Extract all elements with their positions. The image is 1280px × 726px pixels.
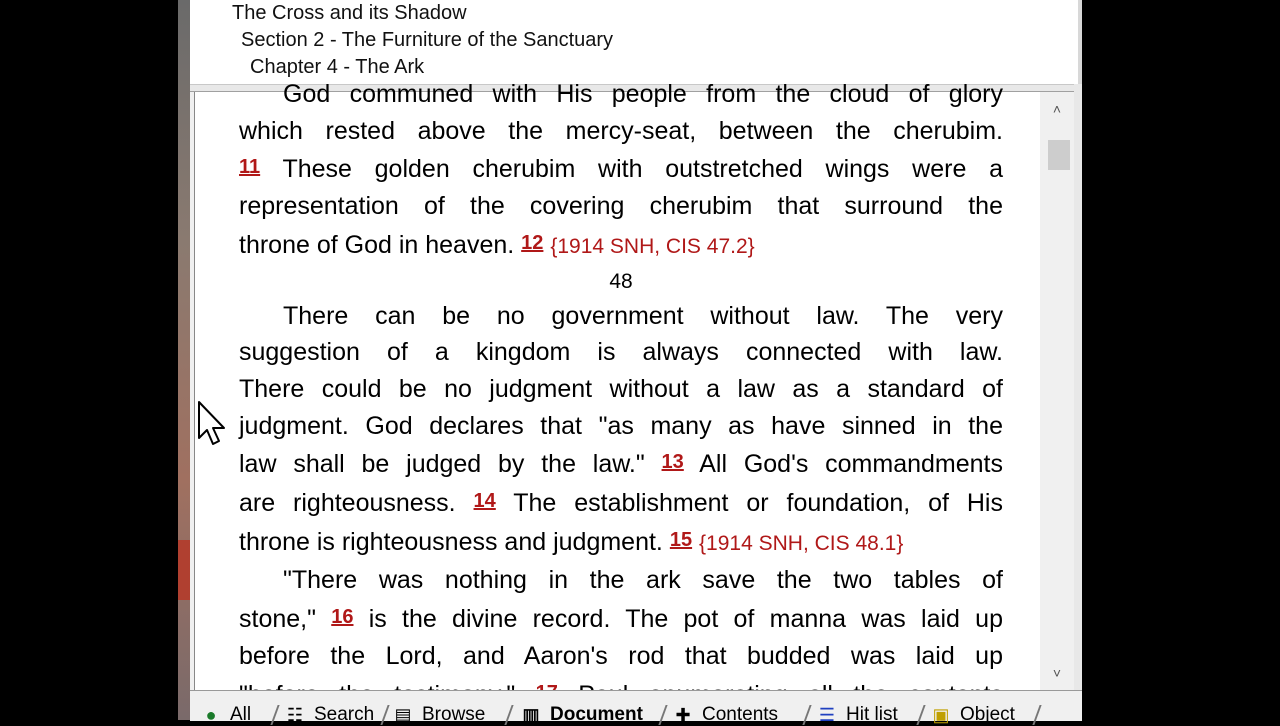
reference-citation[interactable]: {1914 SNH, CIS 48.1} [699,531,904,555]
text-line: There can be no government without law. The very [283,301,1003,330]
text-line: suggestion of a kingdom is always connected with law. [239,338,1003,367]
text-line: throne is righteousness and judgment. 15 {1914 SNH, CIS 48.1} [239,527,904,556]
contents-icon: ✚ [675,705,691,725]
text-line: judgment. God declares that "as many as have sinned in the [239,411,1003,440]
tab-separator [380,705,389,725]
footnote-link-16[interactable]: 16 [331,606,354,629]
tab-object[interactable]: ▣ Object [930,705,1015,725]
tab-all[interactable]: ● All [200,705,251,725]
text-line: throne of God in heaven. 12 {1914 SNH, CIS 47.2} [239,230,755,259]
background-strip [178,0,190,720]
tab-bar [190,690,1082,725]
tab-browse[interactable]: ▤ Browse [392,705,485,725]
section-title: Section 2 - The Furniture of the Sanctuary [241,29,614,51]
text-line: which rested above the mercy-seat, between the cherubim. [239,116,1003,145]
tab-separator [802,705,811,725]
book-icon: ▤ [394,705,412,725]
text-line: representation of the covering cherubim that surround the [239,192,1003,221]
document-icon: ▥ [522,705,540,725]
mouse-pointer-icon [196,400,230,448]
title-header [190,0,1082,84]
tab-separator [1032,705,1041,725]
reference-citation[interactable]: {1914 SNH, CIS 47.2} [550,234,755,258]
tab-separator [658,705,667,725]
tab-hit-list[interactable]: ☰ Hit list [816,705,898,725]
chapter-title: Chapter 4 - The Ark [250,56,425,78]
footnote-link-14[interactable]: 14 [473,490,496,513]
chevron-up-icon: ˄ [1052,101,1062,117]
text-line: law shall be judged by the law." 13 All God's commandments [239,450,1003,479]
text-line: "There was nothing in the ark save the two tables of [283,566,1003,595]
reader-window [190,0,1082,725]
tab-document[interactable]: ▥ Document [520,705,643,725]
footnote-link-12[interactable]: 12 [521,231,544,254]
book-title: The Cross and its Shadow [232,2,467,24]
window-border [1074,84,1082,694]
background-strip-accent [178,540,190,600]
footnote-link-11[interactable]: 11 [239,156,261,179]
tab-separator [270,705,279,725]
page-number: 48 [609,269,633,293]
text-line: before the Lord, and Aaron's rod that budded was laid up [239,641,1003,670]
footnote-link-13[interactable]: 13 [661,451,684,474]
scrollbar-thumb[interactable] [1048,140,1070,170]
tab-search[interactable]: ☷ Search [284,705,374,725]
tab-separator [504,705,513,725]
text-line: stone," 16 is the divine record. The pot of manna was laid up [239,605,1003,634]
tab-separator [916,705,925,725]
scroll-up-button[interactable] [1040,92,1074,126]
scroll-down-button[interactable] [1040,656,1074,690]
text-line: 11 These golden cherubim with outstretched wings were a [239,155,1003,184]
chevron-down-icon: ˅ [1052,665,1062,681]
document-pane[interactable] [194,80,1040,690]
binoculars-icon: ☷ [286,705,304,725]
text-line: God communed with His people from the cloud of glory [283,80,1003,108]
document-text [239,76,1003,713]
vertical-scrollbar[interactable] [1040,92,1074,690]
globe-icon: ● [205,705,217,725]
object-icon: ▣ [932,705,950,725]
list-icon: ☰ [818,705,836,725]
text-line: are righteousness. 14 The establishment or foundation, of His [239,489,1003,518]
text-line: There could be no judgment without a law as a standard of [239,374,1003,403]
footnote-link-15[interactable]: 15 [669,528,693,551]
tab-contents[interactable]: ✚ Contents [672,705,778,725]
